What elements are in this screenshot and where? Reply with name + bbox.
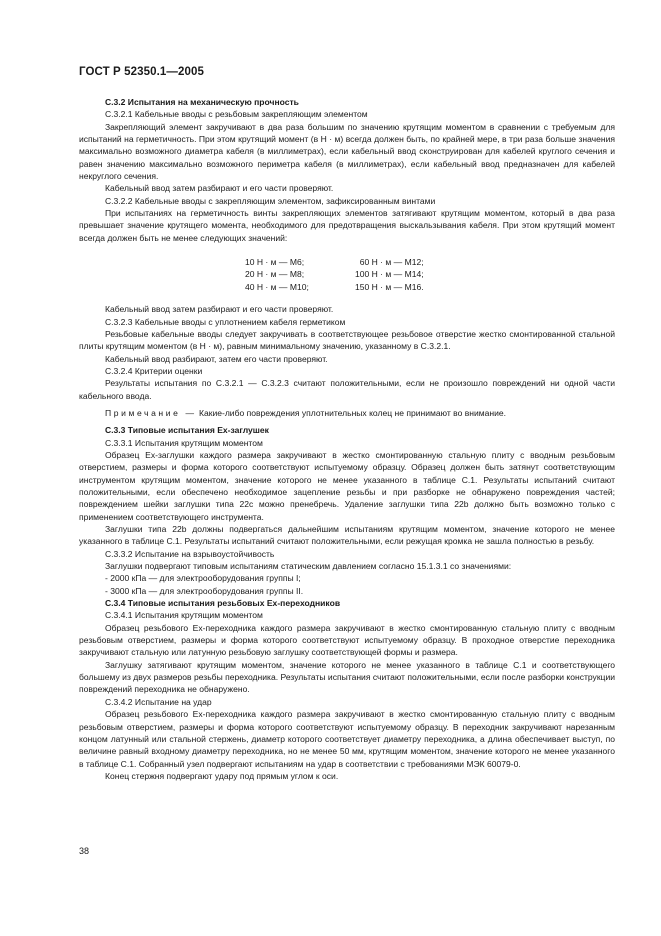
- paragraph: Закрепляющий элемент закручивают в два раза большим по значению крутящим моментом в сравнении с требуемым для испытаний на герметичность. При этом крутящий момент (в Н · м) всегда должен быть, по крайней мере, в три раза больше значения максимально возможного диаметра кабеля (в миллиметрах), если кабельный ввод сконструирован для кабелей круглого сечения и равен значению максимально возможного периметра кабеля (в миллиметрах), если кабельный ввод предназначен для кабелей некруглого сечения.: [79, 121, 615, 182]
- paragraph: Кабельный ввод затем разбирают и его части проверяют.: [105, 304, 334, 315]
- paragraph: Кабельный ввод разбирают, затем его части проверяют.: [105, 353, 328, 364]
- torque-cell: 60 Н · м — М12;: [359, 257, 424, 268]
- paragraph: Образец Ех-заглушки каждого размера закручивают в жестко смонтированную стальную плиту с вводным резьбовым отверстием, размеры и форма которого соответствуют испытуемому образцу. Образец должен быть затянут соответствующим инструментом крутящим моментом, значение которого не менее указанного в таблице С.1. Результаты испытаний считают положительными, если обеспечено необходимое зацепление резьбы и при разборке не обнаружено повреждения частей; повреждением шейки заглушки типа 22с можно пренебречь. Удаление заглушки типа 22b должно быть возможно только с применением соответствующего инструмента.: [79, 449, 615, 522]
- torque-values-table: [245, 256, 424, 293]
- torque-cell: 10 Н · м — М6;: [245, 257, 305, 268]
- list-item: - 3000 кПа — для электрооборудования группы II.: [105, 585, 304, 596]
- document-body: [79, 96, 615, 782]
- paragraph: Образец резьбового Ех-переходника каждого размера закручивают в жестко смонтированную стальную плиту с вводным резьбовым отверстием, размеры и форма которого соответствуют испытуемому образцу. В проходное отверстие переходника закручивают стальную или латунную резьбовую заглушку соответствующей формы и размера.: [79, 622, 615, 658]
- paragraph: Результаты испытания по С.3.2.1 — С.3.2.3 считают положительными, если не произошло повреждений ни одной части кабельного ввода.: [79, 378, 615, 401]
- torque-row: [245, 281, 424, 293]
- paragraph: Заглушку затягивают крутящим моментом, значение которого не менее указанного в таблице С.1 и соответствующего большему из двух размеров резьбы переходника. Результаты испытания считают положительными, если после разборки конструкции повреждений переходника не обнаружено.: [79, 659, 615, 695]
- note: [79, 407, 615, 419]
- subsection-heading: С.3.2.3 Кабельные вводы с уплотнением кабеля герметиком: [105, 316, 346, 327]
- torque-row: [245, 268, 424, 280]
- torque-cell: 20 Н · м — М8;: [245, 269, 305, 280]
- subsection-heading: С.3.2.2 Кабельные вводы с закрепляющим элементом, зафиксированным винтами: [105, 195, 436, 206]
- document-header: ГОСТ Р 52350.1—2005: [79, 66, 204, 78]
- list-item: - 2000 кПа — для электрооборудования группы I;: [105, 573, 301, 584]
- page-number: 38: [79, 846, 90, 856]
- subsection-heading: С.3.3.2 Испытание на взрывоустойчивость: [105, 548, 275, 559]
- section-heading: С.3.3 Типовые испытания Ех-заглушек: [105, 425, 269, 436]
- note-label: Примечание —: [105, 407, 197, 418]
- paragraph: Заглушки подвергают типовым испытаниям статическим давлением согласно 15.1.3.1 со значениями:: [105, 561, 512, 572]
- torque-row: [245, 256, 424, 268]
- subsection-heading: С.3.3.1 Испытания крутящим моментом: [105, 437, 263, 448]
- paragraph: Кабельный ввод затем разбирают и его части проверяют.: [105, 183, 334, 194]
- paragraph: Образец резьбового Ех-переходника каждого размера закручивают в жестко смонтированную стальную плиту с вводным резьбовым отверстием, размеры и форма которого соответствуют испытуемому образцу. В переходник закручивают нарезанным концом латунный или стальной стержень, диаметр которого соответствует диаметру переходника, а длина обеспечивает выступ, по величине равный входному диаметру переходника, но не менее 50 мм, крутящим моментом, значение которого не менее указанного в таблице С.1. Собранный узел подвергают испытаниям на удар в соответствии с требованиями МЭК 60079-0.: [79, 709, 615, 769]
- subsection-heading: С.3.4.1 Испытания крутящим моментом: [105, 610, 263, 621]
- subsection-heading: С.3.2.4 Критерии оценки: [105, 365, 203, 376]
- subsection-heading: С.3.4.2 Испытание на удар: [105, 696, 212, 707]
- paragraph: Заглушки типа 22b должны подвергаться дальнейшим испытаниям крутящим моментом, значение которого не менее указанного в таблице С.1. Результаты испытаний считают положительными, если режущая кромка не зашла полностью в резьбу.: [79, 524, 615, 547]
- section-heading: С.3.4 Типовые испытания резьбовых Ех-переходников: [105, 598, 341, 609]
- torque-cell: 100 Н · м — М14;: [355, 269, 424, 280]
- paragraph: Резьбовые кабельные вводы следует закручивать в соответствующее резьбовое отверстие жестко смонтированной стальной плиты крутящим моментом (в Н · м), равным минимальному значению, указанному в С.3.2.1.: [79, 328, 615, 352]
- torque-cell: 150 Н · м — М16.: [355, 281, 424, 292]
- paragraph: При испытаниях на герметичность винты закрепляющих элементов затягивают крутящим моментом, который в два раза превышает значение крутящего момента, необходимого для предотвращения выскальзывания кабеля. При этом крутящий момент всегда должен быть не менее следующих значений:: [79, 208, 615, 243]
- section-heading: С.3.2 Испытания на механическую прочность: [105, 97, 299, 107]
- note-text: Какие-либо повреждения уплотнительных колец не принимают во внимание.: [198, 407, 506, 418]
- torque-cell: 40 Н · м — М10;: [245, 281, 309, 292]
- subsection-heading: С.3.2.1 Кабельные вводы с резьбовым закрепляющим элементом: [105, 109, 368, 120]
- paragraph: Конец стержня подвергают удару под прямым углом к оси.: [105, 770, 339, 781]
